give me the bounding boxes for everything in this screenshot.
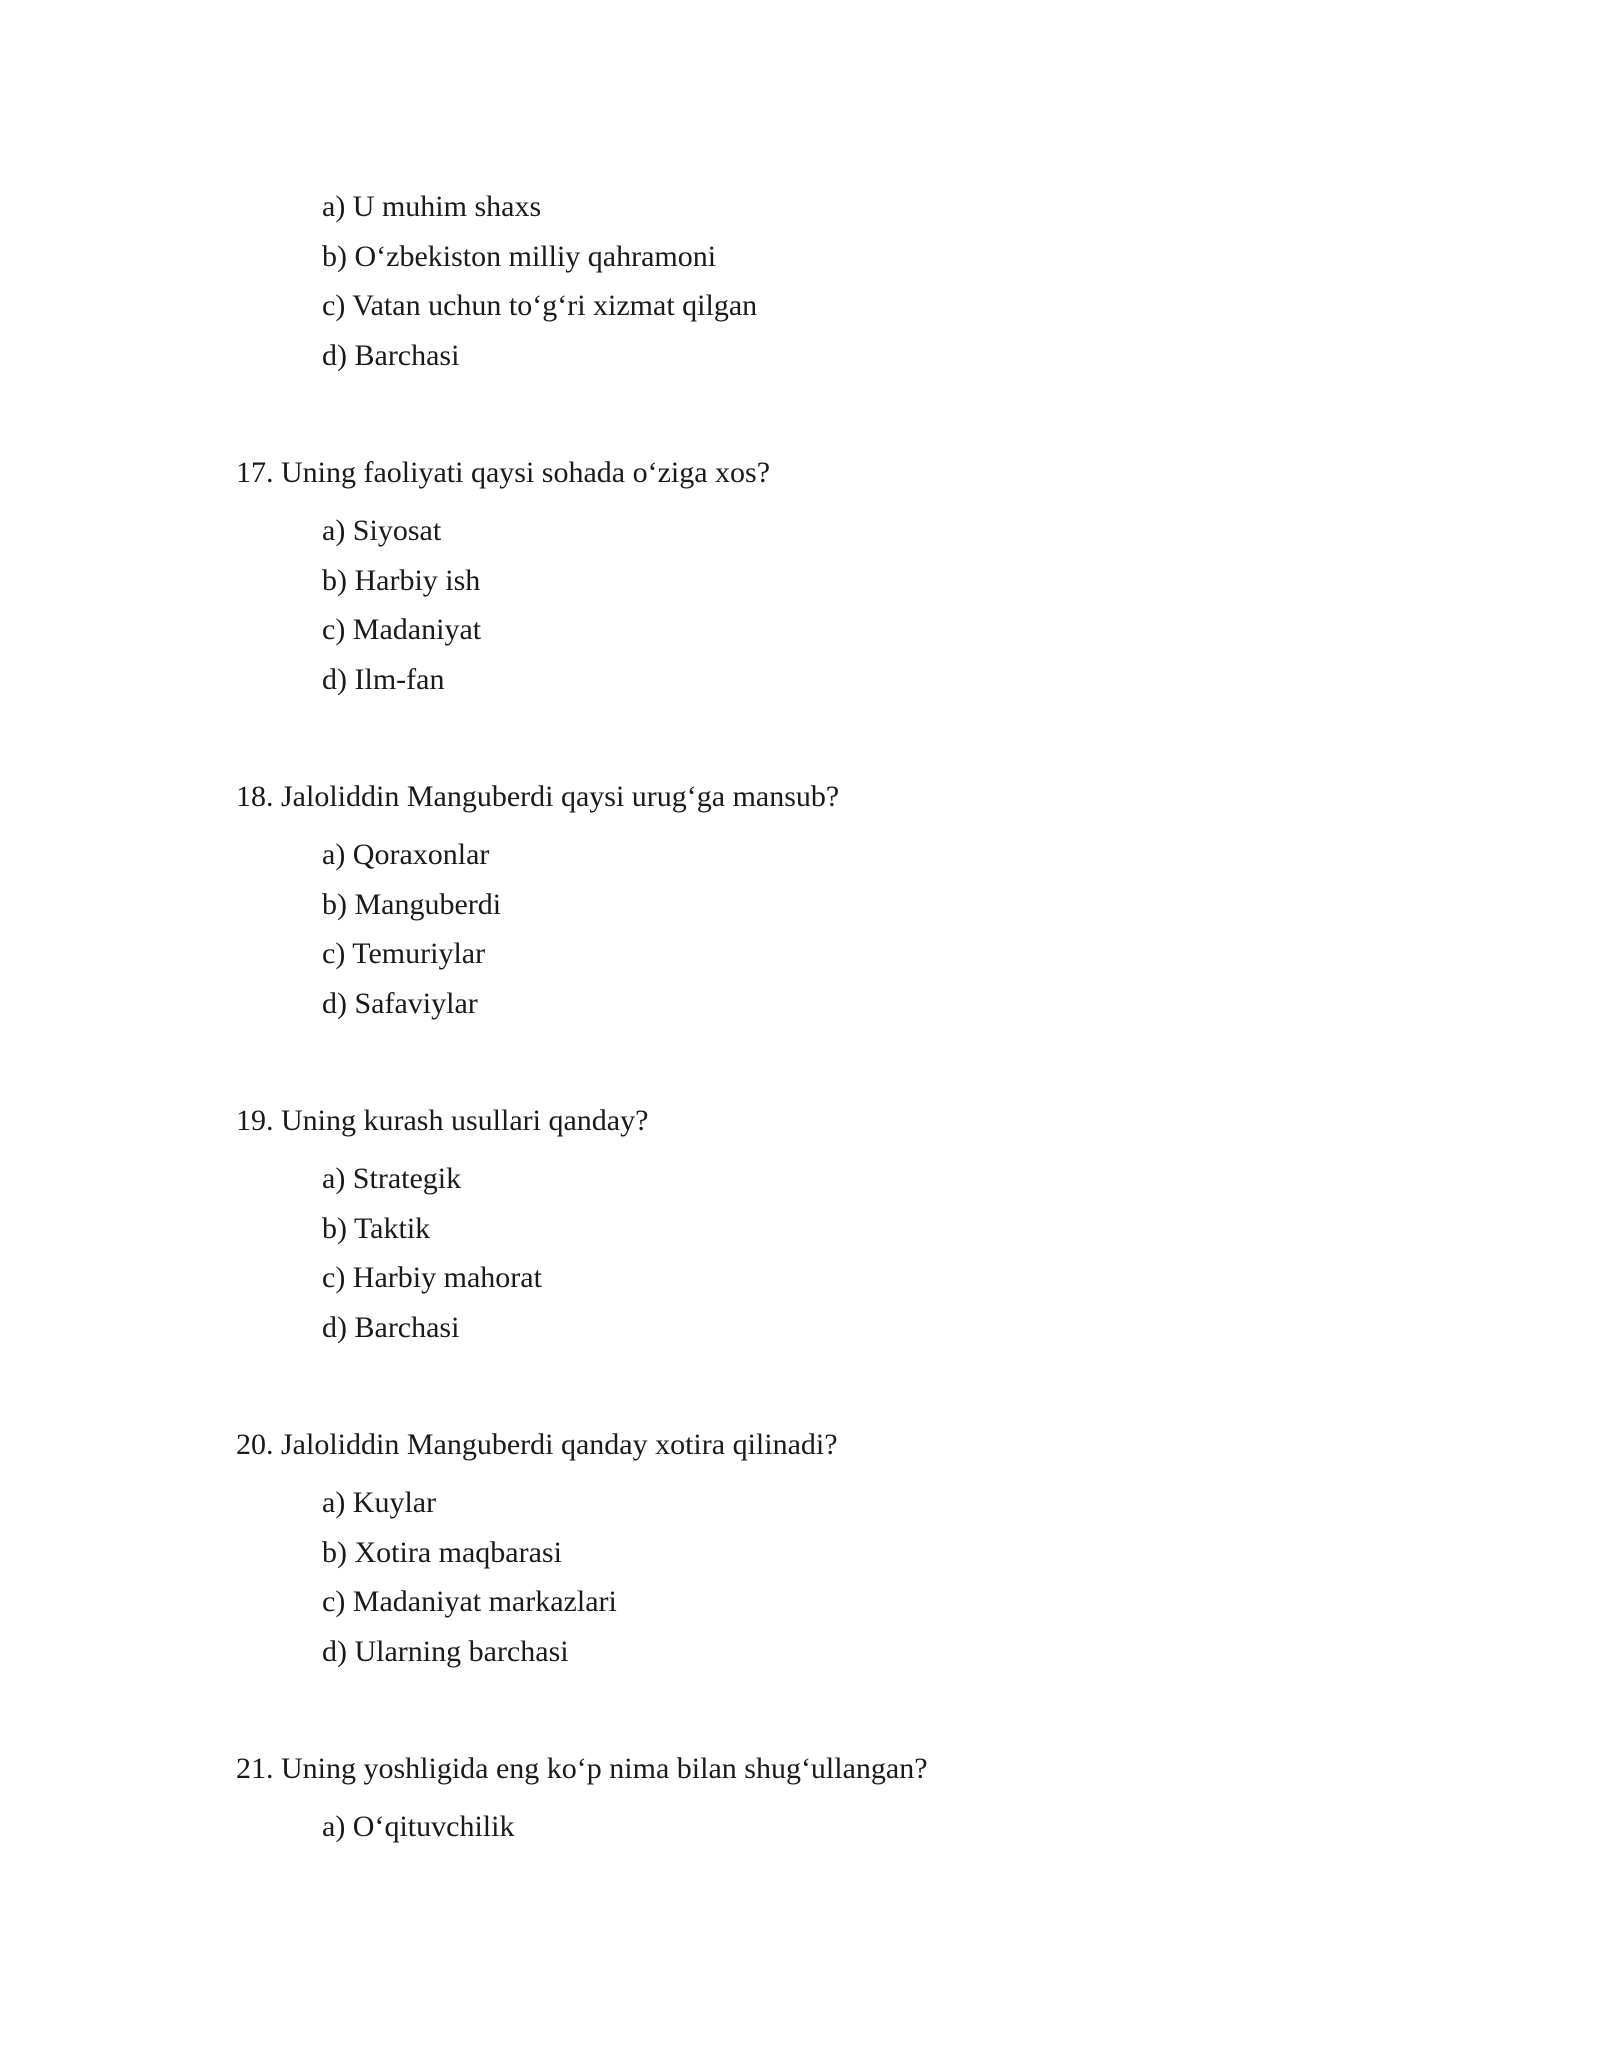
question-18: 18. Jaloliddin Manguberdi qaysi urug‘ga mansub?: [236, 780, 840, 813]
question-18-option-c: c) Temuriylar: [322, 937, 486, 970]
question-19: 19. Uning kurash usullari qanday?: [236, 1104, 649, 1137]
question-20-option-c: c) Madaniyat markazlari: [322, 1585, 617, 1618]
question-18-option-d: d) Safaviylar: [322, 987, 478, 1020]
question-20-option-d: d) Ularning barchasi: [322, 1635, 569, 1668]
question-19-option-a: a) Strategik: [322, 1162, 462, 1195]
question-18-option-a: a) Qoraxonlar: [322, 838, 490, 871]
question-21-option-a: a) O‘qituvchilik: [322, 1810, 515, 1843]
question-17-option-d: d) Ilm-fan: [322, 663, 445, 696]
question-17: 17. Uning faoliyati qaysi sohada o‘ziga xos?: [236, 456, 771, 489]
question-20-option-a: a) Kuylar: [322, 1486, 437, 1519]
question-19-option-c: c) Harbiy mahorat: [322, 1261, 542, 1294]
question-19-option-b: b) Taktik: [322, 1212, 431, 1245]
option-continued-c: c) Vatan uchun to‘g‘ri xizmat qilgan: [322, 289, 758, 322]
question-20: 20. Jaloliddin Manguberdi qanday xotira qilinadi?: [236, 1428, 838, 1461]
question-19-option-d: d) Barchasi: [322, 1311, 460, 1344]
option-continued-a: a) U muhim shaxs: [322, 190, 542, 223]
question-18-option-b: b) Manguberdi: [322, 888, 502, 921]
question-17-option-c: c) Madaniyat: [322, 613, 482, 646]
question-17-option-b: b) Harbiy ish: [322, 564, 481, 597]
question-21: 21. Uning yoshligida eng ko‘p nima bilan shug‘ullangan?: [236, 1752, 928, 1785]
option-continued-b: b) O‘zbekiston milliy qahramoni: [322, 240, 717, 273]
question-20-option-b: b) Xotira maqbarasi: [322, 1536, 562, 1569]
question-17-option-a: a) Siyosat: [322, 514, 442, 547]
option-continued-d: d) Barchasi: [322, 339, 460, 372]
